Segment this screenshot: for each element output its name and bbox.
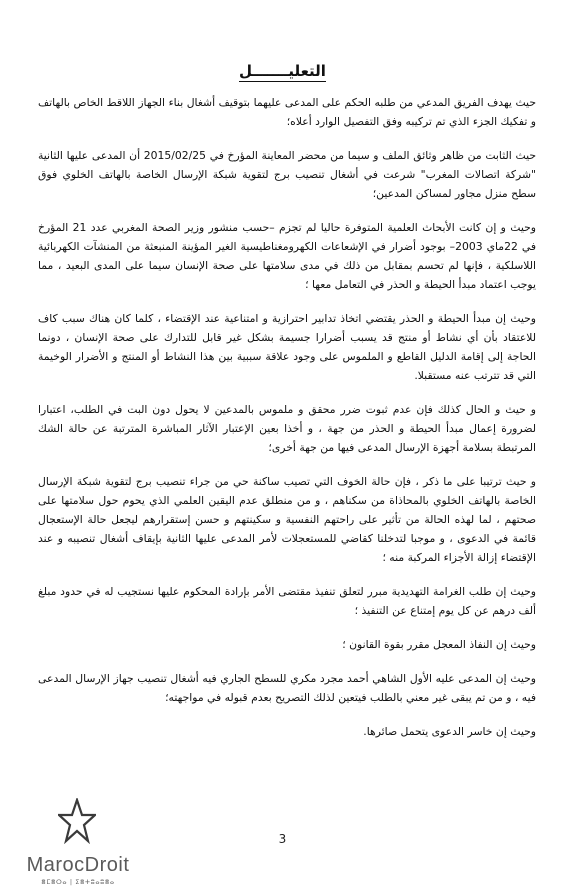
paragraph: وحيث إن طلب الغرامة التهديدية مبرر لتعلق تنفيذ مقتضى الأمر بإرادة المحكوم عليها نستجيب له في حدود مبلغ ألف درهم عن كل يوم إمتناع عن التنفيذ ؛ bbox=[38, 585, 536, 617]
logo-tagline: ⴻⵎⴻⵔⴰ | ⵉⴻⵜⵓⴰⵓⴻⴰ bbox=[41, 878, 115, 886]
page-title bbox=[0, 62, 565, 80]
page-number: 3 bbox=[278, 832, 287, 846]
title-text: التعليـــــــل bbox=[239, 62, 326, 80]
marocdroit-logo bbox=[10, 798, 146, 890]
paragraph: وحيث إن خاسر الدعوى يتحمل صائرها. bbox=[363, 725, 536, 738]
paragraph: وحيث و إن كانت الأبحاث العلمية المتوفرة حاليا لم تجزم –حسب منشور وزير الصحة المغربي عدد 21 المؤرخ في 22ماي 2003– بوجود أضرار في الإشعاعات الكهرومغناطيسية الغير المؤينة المنبعثة من المنشآت الكهربائية اللاسلكية ، فإنها لم تحسم بمقابل من ذلك في مدى سلامتها على صحة الإنسان سيما على المدى البعيد ، مما يوجب اعتماد مبدأ الحيطة و الحذر في التعامل معها ؛ bbox=[38, 221, 536, 291]
paragraph: وحيث إن النفاذ المعجل مقرر بقوة القانون ؛ bbox=[342, 638, 536, 651]
paragraph: و حيث ترتيبا على ما ذكر ، فإن حالة الخوف التي تصيب ساكنة حي من جراء تنصيب برج لتقوية شبكة الإرسال الخاصة بالهاتف الخلوي بالمحاذاة من سكناهم ، و من منطلق عدم اليقين العلمي الذي يحوم حول سلامتها على صحتهم ، لما لهذه الحالة من تأثير على راحتهم النفسية و سكينتهم و حسن إستقرارهم ليجعل حالة الإستعجال قائمة في الدعوى ، و موجبا لتدخلنا كقاضي للمستعجلات لأمر المدعى عليها الثانية بإيقاف أشغال تنصيبه و عند الإقتضاء إزالة الأجزاء المركبة منه ؛ bbox=[38, 475, 536, 564]
star-icon bbox=[58, 798, 96, 844]
paragraph: حيث يهدف الفريق المدعي من طلبه الحكم على المدعى عليهما بتوقيف أشغال بناء الجهاز اللاقط الخاص بالهاتف و تفكيك الجزء الذي تم تركيبه وفق التفصيل الوارد أعلاه؛ bbox=[38, 96, 536, 128]
paragraph: حيث الثابت من ظاهر وثائق الملف و سيما من محضر المعاينة المؤرخ في 2015/02/25 أن المدعى عليها الثانية "شركة اتصالات المغرب" شرعت في أشغال تنصيب برج لتقوية شبكة الإرسال الخاصة بالهاتف الخلوي فوق سطح منزل مجاور لمساكن المدعين؛ bbox=[38, 149, 536, 200]
logo-name: MarocDroit bbox=[26, 854, 130, 876]
paragraph: وحيث إن مبدأ الحيطة و الحذر يقتضي اتخاذ تدابير احترازية و امتناعية عند الإقتضاء ، كلما كان هناك سبب كاف للاعتقاد بأن أي نشاط أو منتج قد يسبب أضرارا جسيمة بشكل غير قابل للتدارك على صحة الإنسان ، دونما الحاجة إلى إقامة الدليل القاطع و الملموس على وجود علاقة سببية بين هذا النشاط أو المنتج و الأضرار الوخيمة التي قد تترتب عنه مستقبلا. bbox=[38, 312, 536, 382]
paragraph: وحيث إن المدعى عليه الأول الشاهي أحمد مجرد مكري للسطح الجاري فيه أشغال تنصيب جهاز الإرسال المدعى فيه ، و من تم يبقى غير معني بالطلب فيتعين لذلك التصريح بعدم قبوله في مواجهته؛ bbox=[38, 672, 536, 704]
document-body bbox=[38, 93, 536, 756]
paragraph: و حيث و الحال كذلك فإن عدم ثبوت ضرر محقق و ملموس بالمدعين لا يحول دون البت في الطلب، اعتبارا لضرورة إعمال مبدأ الحيطة و الحذر من جهة ، و أخذا بعين الإعتبار الآثار المباشرة المترتبة عن حالة الشك المرتبطة بسلامة أجهزة الإرسال المدعى فيها من جهة أخرى؛ bbox=[38, 403, 536, 454]
